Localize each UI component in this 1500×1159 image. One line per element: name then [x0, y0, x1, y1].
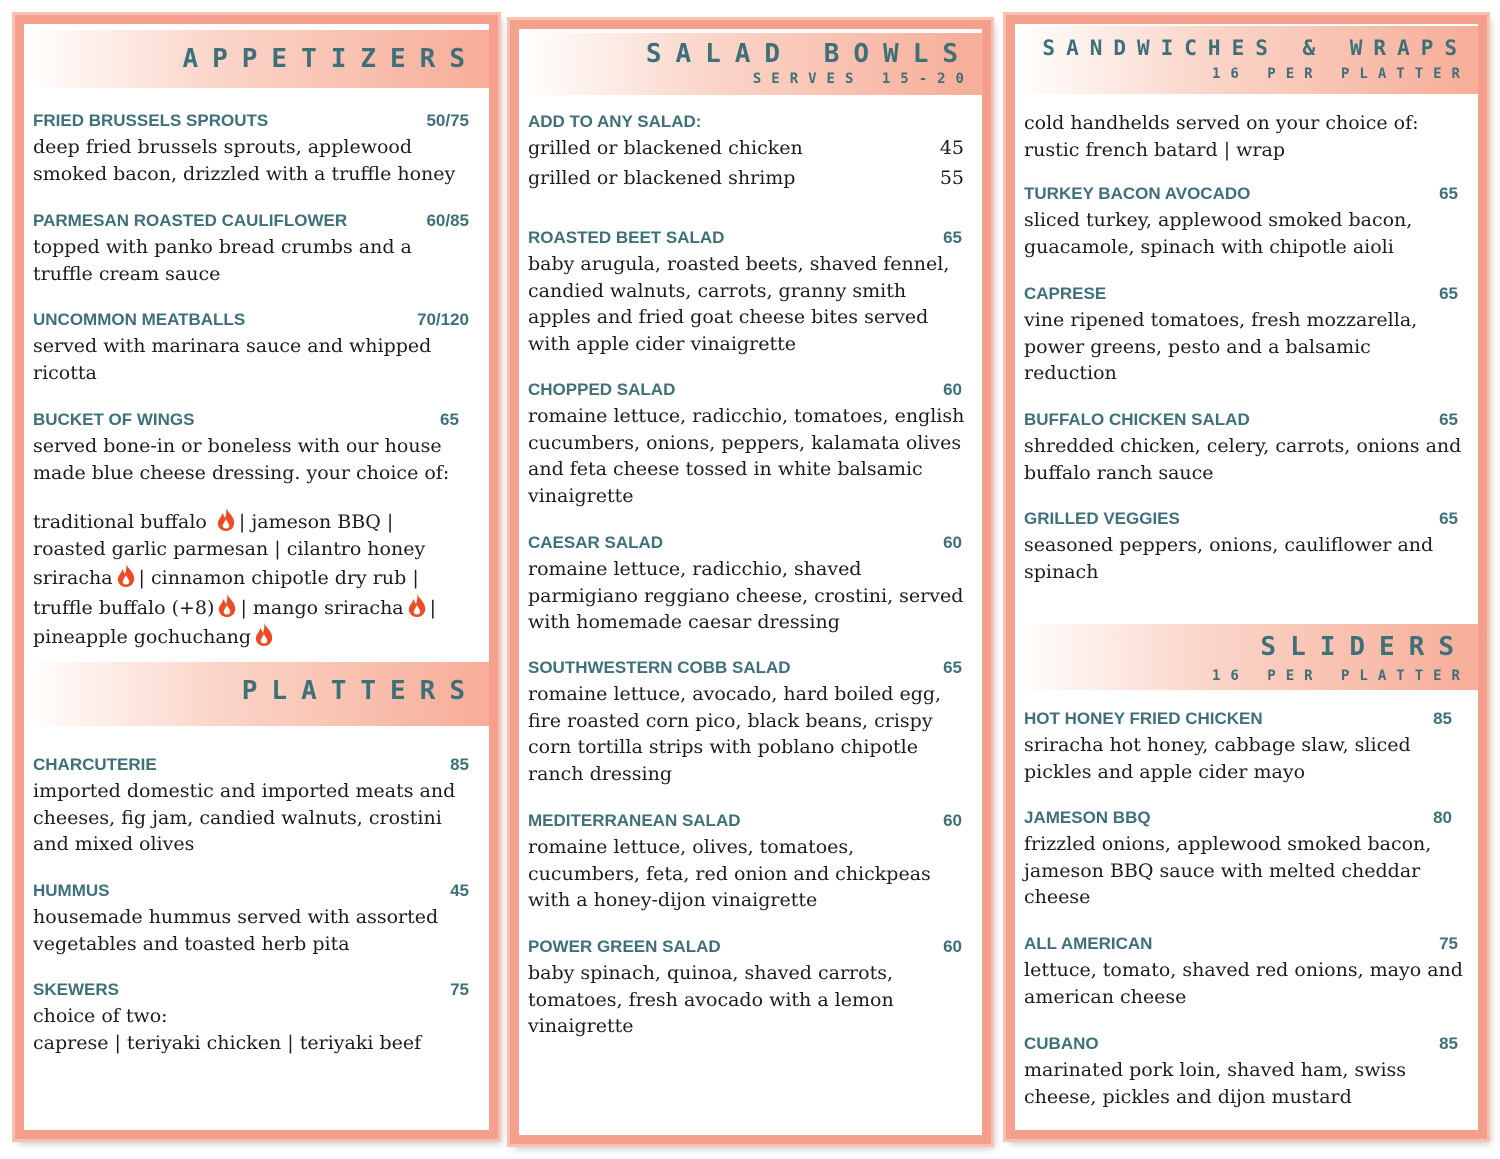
menu-item: [528, 379, 968, 509]
menu-item: [528, 532, 968, 636]
flavor: cinnamon chipotle dry rub: [150, 567, 407, 589]
flame-icon: [406, 592, 428, 618]
item-description: topped with panko bread crumbs and a truffle cream sauce: [33, 236, 412, 285]
menu-item: [33, 754, 475, 858]
menu-item: [33, 979, 475, 1056]
item-price: 65: [1439, 509, 1458, 528]
item-description: shredded chicken, celery, carrots, onions and buffalo ranch sauce: [1024, 435, 1462, 484]
item-price: 70/120: [417, 310, 469, 329]
item-name: SKEWERS: [33, 980, 119, 999]
item-description: baby arugula, roasted beets, shaved fennel, candied walnuts, carrots, granny smith apples and fried goat cheese bites served with apple cider vinaigrette: [528, 253, 950, 355]
item-description: baby spinach, quinoa, shaved carrots, tomatoes, fresh avocado with a lemon vinaigrette: [528, 962, 894, 1037]
sandwiches-title: SANDWICHES & WRAPS: [1042, 36, 1468, 60]
item-price: 60: [943, 811, 962, 830]
flavor: roasted garlic parmesan: [33, 537, 269, 560]
salad-bowls-panel: [510, 20, 991, 1144]
item-description-line: choice of two:: [33, 1005, 168, 1027]
item-price: 50/75: [426, 111, 469, 130]
menu-item: [528, 657, 968, 787]
item-price: 65: [943, 228, 962, 247]
item-description: [33, 1003, 475, 1056]
separator: |: [412, 567, 419, 589]
sandwiches-sliders-panel: [1006, 15, 1487, 1139]
menu-item: [33, 110, 475, 187]
item-name: HOT HONEY FRIED CHICKEN: [1024, 709, 1263, 728]
menu-item: [528, 227, 968, 357]
item-description: marinated pork loin, shaved ham, swiss cheese, pickles and dijon mustard: [1024, 1059, 1407, 1108]
menu-item: [33, 309, 475, 386]
item-name: TURKEY BACON AVOCADO: [1024, 184, 1251, 203]
item-name: POWER GREEN SALAD: [528, 937, 721, 956]
item-price: 75: [1439, 934, 1458, 953]
flavor: truffle buffalo (+8): [33, 596, 215, 619]
salads-subtitle: SERVES 15-20: [752, 71, 974, 87]
item-price: 45: [450, 881, 469, 900]
item-name: MEDITERRANEAN SALAD: [528, 811, 741, 830]
appetizers-platters-panel: [15, 15, 498, 1139]
item-name: CHARCUTERIE: [33, 755, 157, 774]
menu-item: [1024, 708, 1464, 785]
menu-item: [1024, 409, 1464, 486]
salads-title: SALAD BOWLS: [645, 39, 972, 69]
menu-item: [1024, 807, 1464, 911]
addon-price: 45: [939, 137, 964, 159]
sliders-header-band: [1015, 624, 1478, 690]
platters-header-band: [24, 662, 489, 726]
item-description: romaine lettuce, avocado, hard boiled egg, fire roasted corn pico, black beans, crispy corn tortilla strips with poblano chipotle ranch dressing: [528, 683, 942, 785]
item-description: seasoned peppers, onions, cauliflower and spinach: [1024, 534, 1434, 583]
flavor: cilantro honey sriracha: [33, 537, 426, 589]
sliders-subtitle: 16 PER PLATTER: [1211, 668, 1470, 684]
addon-price: 55: [939, 167, 964, 189]
flavor: pineapple gochuchang: [33, 626, 252, 648]
item-description: housemade hummus served with assorted vegetables and toasted herb pita: [33, 906, 439, 955]
menu-item: [1024, 933, 1464, 1010]
item-description-line: caprese | teriyaki chicken | teriyaki beef: [33, 1031, 422, 1054]
addon-title: ADD TO ANY SALAD:: [528, 112, 702, 131]
item-price: 85: [1433, 709, 1452, 728]
appetizers-title: APPETIZERS: [182, 44, 479, 74]
item-price: 60: [943, 533, 962, 552]
separator: |: [274, 537, 281, 560]
item-price: 65: [440, 410, 459, 429]
sandwiches-header-band: [1015, 26, 1478, 94]
flame-icon: [253, 621, 275, 647]
menu-item: [528, 936, 968, 1040]
item-name: BUCKET OF WINGS: [33, 410, 195, 429]
item-description: deep fried brussels sprouts, applewood smoked bacon, drizzled with a truffle honey: [33, 136, 456, 185]
item-description: vine ripened tomatoes, fresh mozzarella, power greens, pesto and a balsamic reduction: [1024, 309, 1418, 384]
item-name: ROASTED BEET SALAD: [528, 228, 725, 247]
menu-item: [33, 210, 475, 287]
item-name: PARMESAN ROASTED CAULIFLOWER: [33, 211, 348, 230]
item-name: HUMMUS: [33, 881, 110, 900]
item-price: 60: [943, 380, 962, 399]
item-price: 60/85: [426, 211, 469, 230]
item-name: SOUTHWESTERN COBB SALAD: [528, 658, 791, 677]
appetizers-header-band: [24, 30, 489, 88]
flame-icon: [115, 562, 137, 588]
menu-item: [1024, 508, 1464, 585]
flame-icon: [215, 506, 237, 532]
salads-header-band: [519, 33, 982, 95]
item-name: CUBANO: [1024, 1034, 1099, 1053]
item-name: CHOPPED SALAD: [528, 380, 676, 399]
flavor: mango sriracha: [252, 596, 404, 619]
menu-item: [33, 409, 475, 486]
wing-flavors: [33, 506, 475, 651]
item-description: sriracha hot honey, cabbage slaw, sliced pickles and apple cider mayo: [1024, 734, 1411, 783]
item-description: sliced turkey, applewood smoked bacon, guacamole, spinach with chipotle aioli: [1024, 209, 1413, 258]
item-name: BUFFALO CHICKEN SALAD: [1024, 410, 1250, 429]
separator: |: [240, 596, 247, 619]
item-price: 85: [450, 755, 469, 774]
item-description: romaine lettuce, radicchio, tomatoes, english cucumbers, onions, peppers, kalamata olives and feta cheese tossed in white balsamic vinaigrette: [528, 405, 965, 507]
item-description: frizzled onions, applewood smoked bacon, jameson BBQ sauce with melted cheddar cheese: [1024, 833, 1432, 908]
item-price: 75: [450, 980, 469, 999]
addon-row: [528, 163, 968, 193]
sliders-title: SLIDERS: [1260, 632, 1468, 662]
menu-item: [33, 880, 475, 957]
item-price: 80: [1433, 808, 1452, 827]
item-description: romaine lettuce, radicchio, shaved parmigiano reggiano cheese, crostini, served with homemade caesar dressing: [528, 558, 964, 633]
menu-item: [528, 810, 968, 914]
item-description: served bone-in or boneless with our house made blue cheese dressing. your choice of:: [33, 435, 450, 484]
item-price: 65: [1439, 284, 1458, 303]
separator: |: [238, 511, 246, 533]
item-price: 85: [1439, 1034, 1458, 1053]
item-name: CAPRESE: [1024, 284, 1107, 303]
item-name: JAMESON BBQ: [1024, 808, 1151, 827]
item-price: 60: [943, 937, 962, 956]
item-name: UNCOMMON MEATBALLS: [33, 310, 246, 329]
item-description: romaine lettuce, olives, tomatoes, cucumbers, feta, red onion and chickpeas with a honey-dijon vinaigrette: [528, 836, 931, 911]
addon-row: [528, 133, 968, 163]
item-price: 65: [1439, 410, 1458, 429]
sandwiches-intro: cold handhelds served on your choice of: rustic french batard | wrap: [1024, 112, 1419, 161]
item-price: 65: [1439, 184, 1458, 203]
separator: |: [386, 511, 394, 533]
sandwiches-subtitle: 16 PER PLATTER: [1211, 66, 1470, 82]
item-price: 65: [943, 658, 962, 677]
item-name: GRILLED VEGGIES: [1024, 509, 1180, 528]
item-description: served with marinara sauce and whipped ricotta: [33, 335, 432, 384]
separator: |: [429, 596, 437, 619]
flavor: traditional buffalo: [33, 511, 207, 533]
separator: |: [138, 567, 145, 589]
item-description: lettuce, tomato, shaved red onions, mayo and american cheese: [1024, 959, 1463, 1008]
addon-block: [528, 111, 968, 193]
item-description: imported domestic and imported meats and cheeses, fig jam, candied walnuts, crostini and mixed olives: [33, 780, 456, 855]
addon-name: grilled or blackened shrimp: [528, 167, 796, 189]
menu-item: [1024, 183, 1464, 260]
flavor: jameson BBQ: [251, 511, 381, 533]
flame-icon: [216, 592, 238, 618]
platters-title: PLATTERS: [241, 676, 479, 706]
menu-item: [1024, 1033, 1464, 1110]
item-name: CAESAR SALAD: [528, 533, 664, 552]
menu-item: [1024, 283, 1464, 387]
addon-name: grilled or blackened chicken: [528, 137, 803, 159]
item-name: FRIED BRUSSELS SPROUTS: [33, 111, 269, 130]
item-name: ALL AMERICAN: [1024, 934, 1153, 953]
